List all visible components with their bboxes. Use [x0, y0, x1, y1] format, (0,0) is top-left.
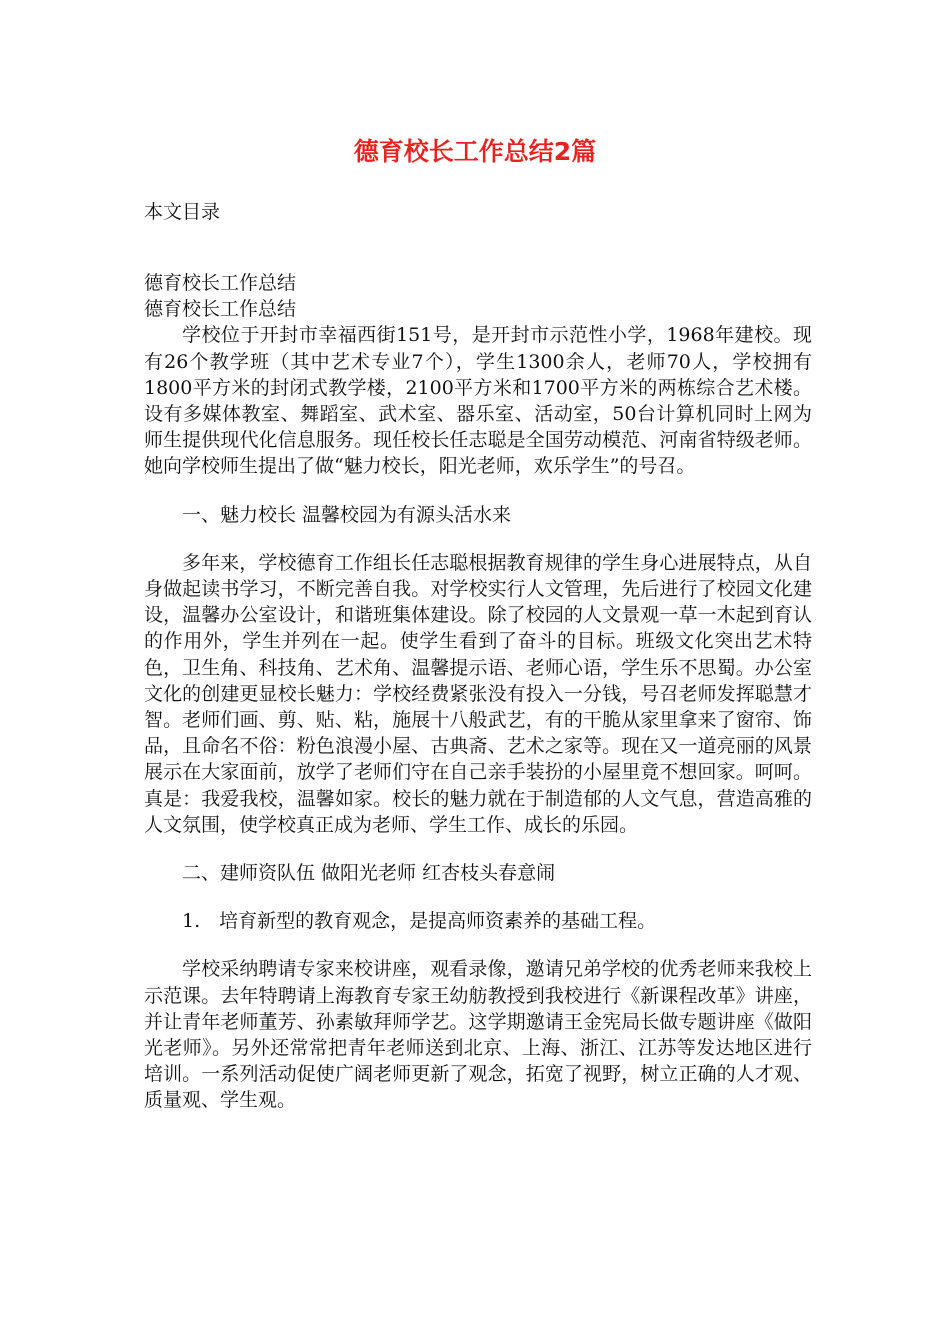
toc-item-link[interactable]: 德育校长工作总结 — [144, 272, 297, 294]
subheading-education-concept: 1. 培育新型的教育观念，是提高师资素养的基础工程。 — [182, 910, 657, 933]
heading-teacher-team: 二、建师资队伍 做阳光老师 红杏枝头春意闹 — [182, 862, 556, 885]
document-body — [144, 270, 812, 1114]
section-title: 德育校长工作总结 — [144, 298, 297, 321]
paragraph-intro: 学校位于开封市幸福西街151号，是开封市示范性小学，1968年建校。现有26个教学班（其中艺术专业7个），学生1300余人，老师70人，学校拥有1800平方米的封闭式教学楼，2100平方米和1700平方米的两栋综合艺术楼。设有多媒体教室、舞蹈室、武术室、器乐室、活动室，50台计算机同时上网为师生提供现代化信息服务。现任校长任志聪是全国劳动模范、河南省特级老师。她向学校师生提出了做“魅力校长，阳光老师，欢乐学生”的号召。 — [144, 324, 812, 478]
paragraph-charm-principal: 多年来，学校德育工作组长任志聪根据教育规律的学生身心进展特点，从自身做起读书学习，不断完善自我。对学校实行人文管理，先后进行了校园文化建设，温馨办公室设计，和谐班集体建设。除了校园的人文景观一草一木起到育认的作用外，学生并列在一起。使学生看到了奋斗的目标。班级文化突出艺术特色，卫生角、科技角、艺术角、温馨提示语、老师心语，学生乐不思蜀。办公室文化的创建更显校长魅力：学校经费紧张没有投入一分钱，号召老师发挥聪慧才智。老师们画、剪、贴、粘，施展十八般武艺，有的干脆从家里拿来了窗帘、饰品，且命名不俗：粉色浪漫小屋、古典斋、艺术之家等。现在又一道亮丽的风景展示在大家面前，放学了老师们守在自己亲手装扮的小屋里竟不想回家。呵呵。真是：我爱我校，温馨如家。校长的魅力就在于制造郁的人文气息，营造高雅的人文氛围，使学校真正成为老师、学生工作、成长的乐园。 — [144, 551, 812, 836]
toc-label: 本文目录 — [144, 201, 221, 223]
heading-charm-principal: 一、魅力校长 温馨校园为有源头活水来 — [182, 503, 512, 526]
paragraph-teacher-training: 学校采纳聘请专家来校讲座，观看录像，邀请兄弟学校的优秀老师来我校上示范课。去年特聘请上海教育专家王幼舫教授到我校进行《新课程改革》讲座，并让青年老师董芳、孙素敏拜师学艺。这学期邀请王金宪局长做专题讲座《做阳光老师》。另外还常常把青年老师送到北京、上海、浙江、江苏等发达地区进行培训。一系列活动促使广阔老师更新了观念，拓宽了视野，树立正确的人才观、质量观、学生观。 — [144, 958, 812, 1112]
document-title: 德育校长工作总结2篇 — [353, 137, 597, 166]
